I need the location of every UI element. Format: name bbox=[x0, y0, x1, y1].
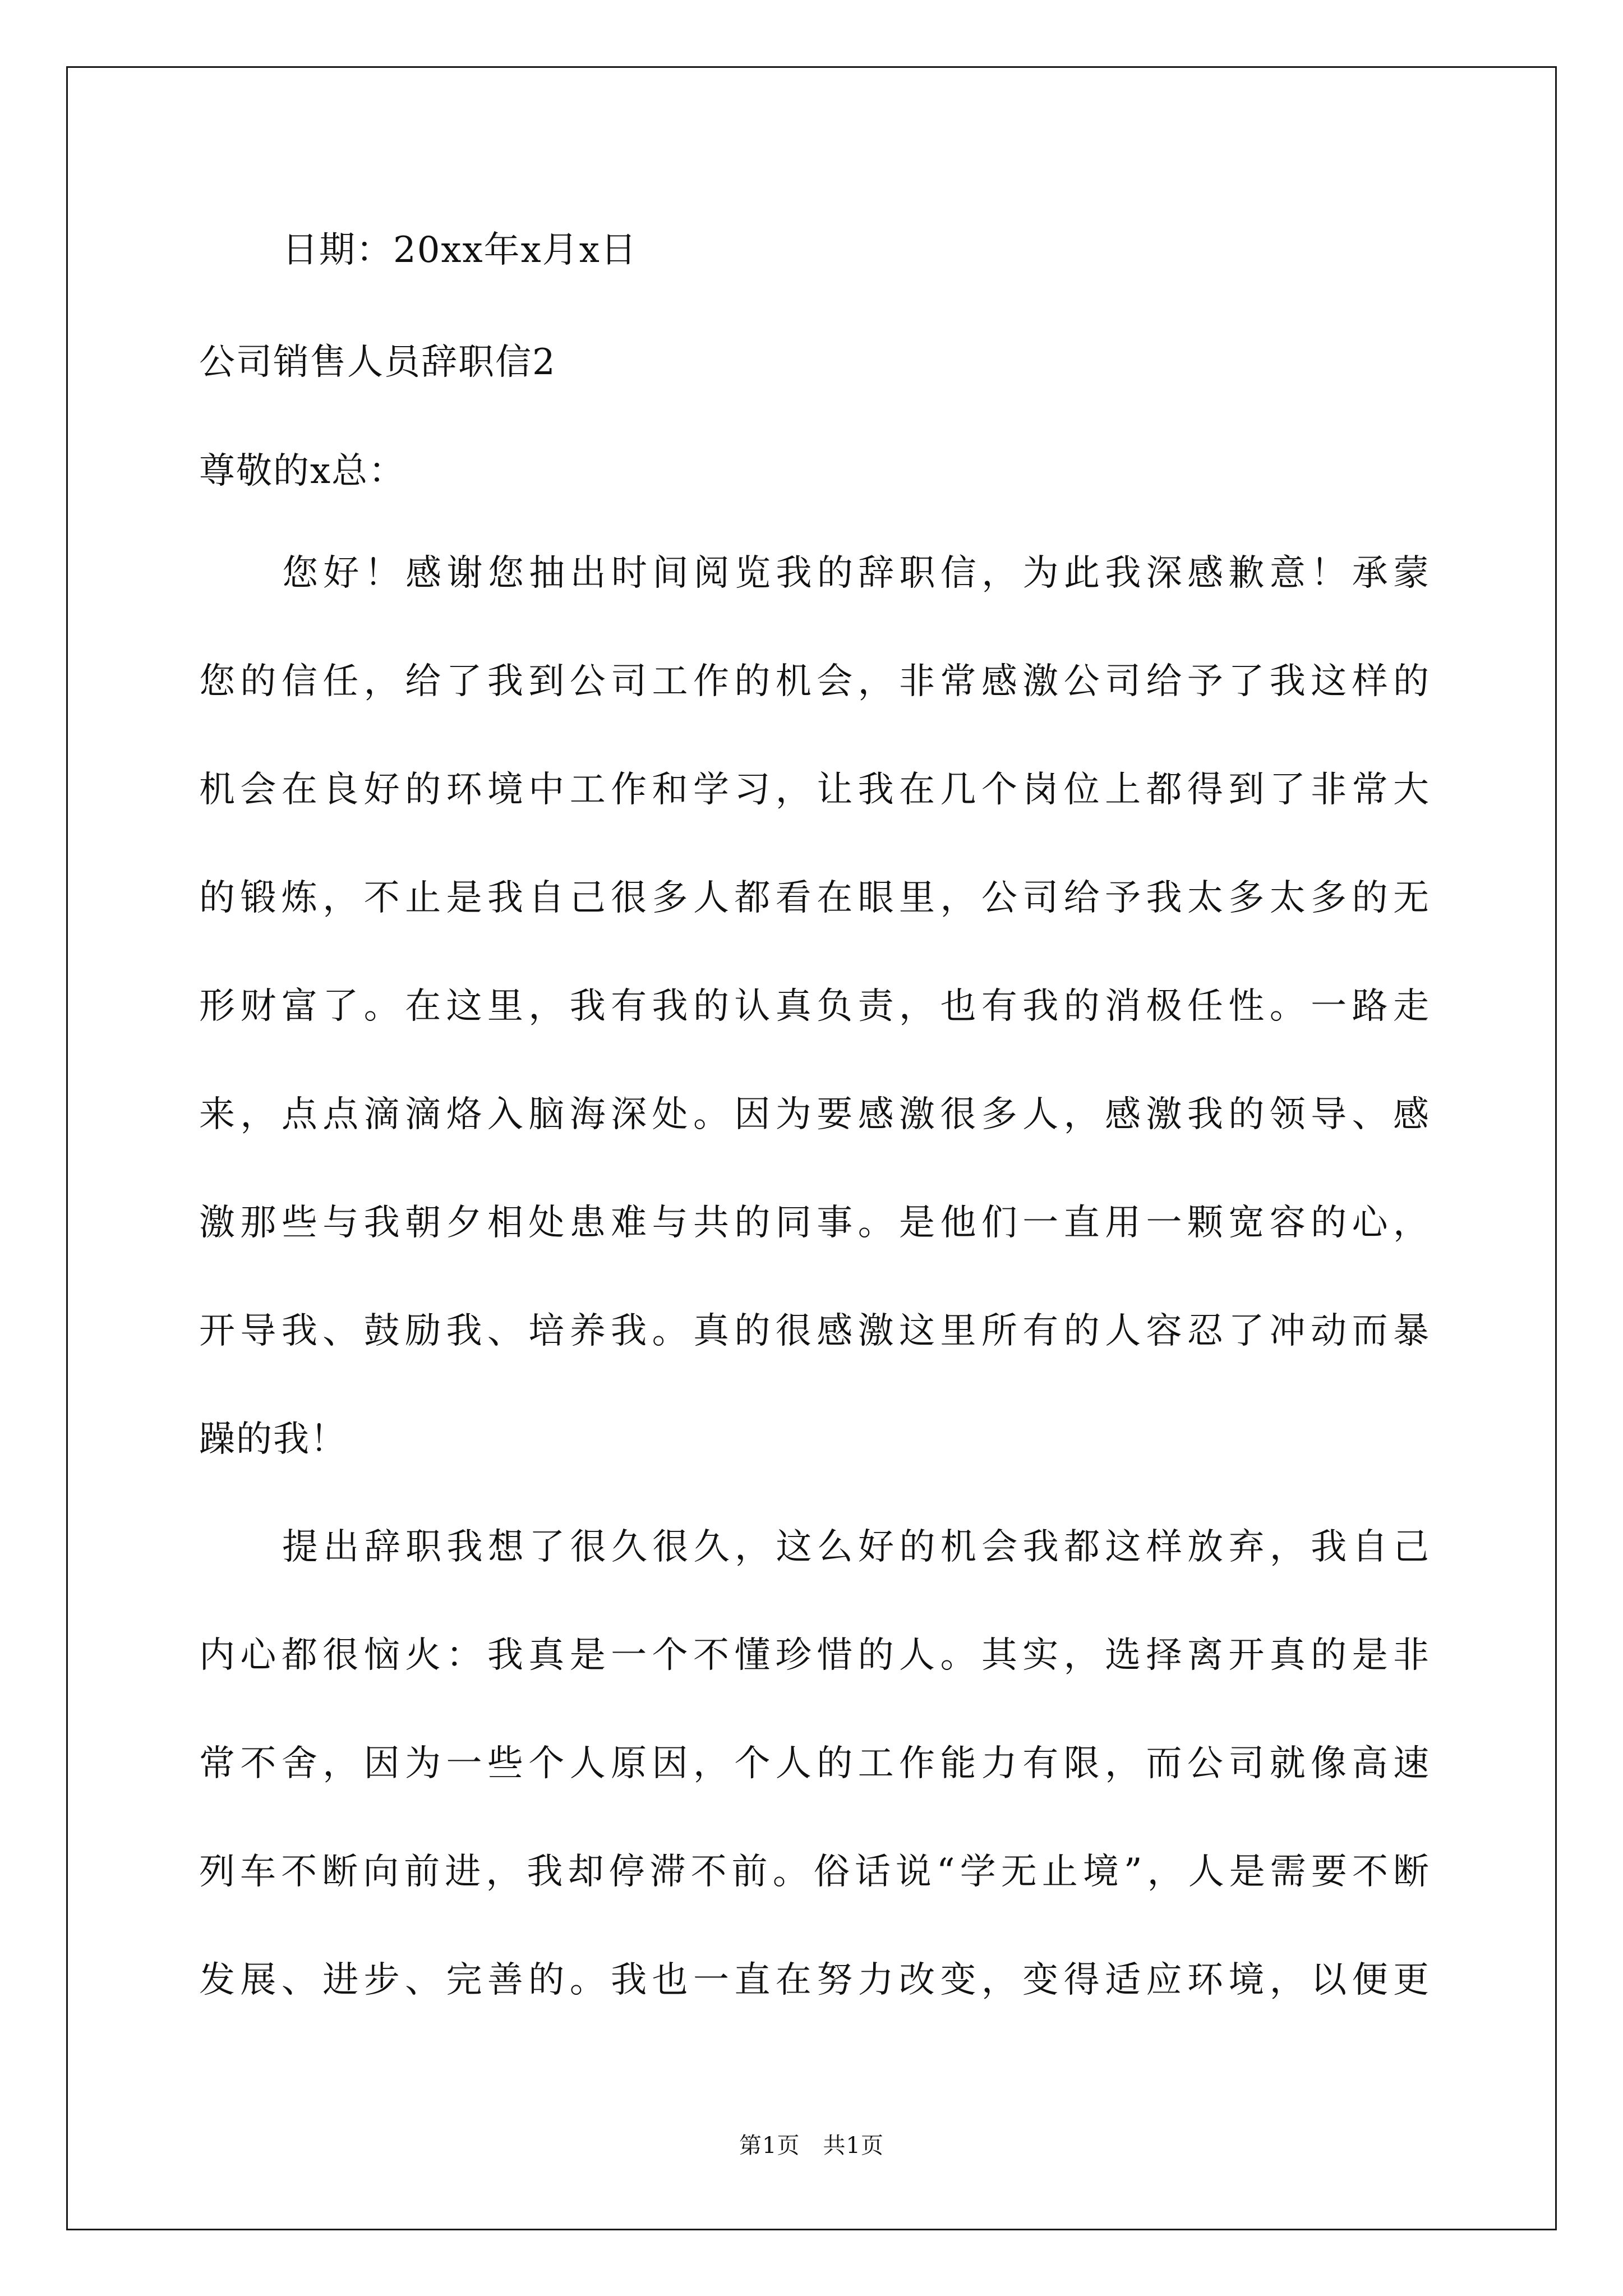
paragraph-line: 来，点点滴滴烙入脑海深处。因为要感激很多人，感激我的领导、感 bbox=[199, 1094, 1430, 1135]
paragraph-line: 躁的我！ bbox=[199, 1419, 347, 1460]
paragraph-line: 您好！感谢您抽出时间阅览我的辞职信，为此我深感歉意！承蒙 bbox=[282, 553, 1430, 594]
paragraph-line: 您的信任，给了我到公司工作的机会，非常感激公司给予了我这样的 bbox=[199, 661, 1430, 702]
paragraph-line: 提出辞职我想了很久很久，这么好的机会我都这样放弃，我自己 bbox=[282, 1526, 1430, 1568]
paragraph-line: 形财富了。在这里，我有我的认真负责，也有我的消极任性。一路走 bbox=[199, 986, 1430, 1027]
paragraph-line: 机会在良好的环境中工作和学习，让我在几个岗位上都得到了非常大 bbox=[199, 769, 1430, 811]
paragraph-line: 内心都很恼火：我真是一个不懂珍惜的人。其实，选择离开真的是非 bbox=[199, 1635, 1430, 1676]
salutation: 尊敬的x总： bbox=[199, 450, 406, 492]
page-number-footer: 第1页 共1页 bbox=[739, 2133, 884, 2159]
paragraph-line: 常不舍，因为一些个人原因，个人的工作能力有限，而公司就像高速 bbox=[199, 1743, 1430, 1784]
paragraph-line: 激那些与我朝夕相处患难与共的同事。是他们一直用一颗宽容的心， bbox=[199, 1202, 1430, 1244]
paragraph-line: 发展、进步、完善的。我也一直在努力改变，变得适应环境，以便更 bbox=[199, 1959, 1430, 2001]
paragraph-line: 开导我、鼓励我、培养我。真的很感激这里所有的人容忍了冲动而暴 bbox=[199, 1310, 1430, 1352]
date-line: 日期：20xx年x月x日 bbox=[282, 229, 638, 271]
paragraph-line: 的锻炼，不止是我自己很多人都看在眼里，公司给予我太多太多的无 bbox=[199, 877, 1430, 919]
page-border bbox=[66, 66, 1557, 2230]
letter-title: 公司销售人员辞职信2 bbox=[199, 342, 556, 383]
paragraph-line: 列车不断向前进，我却停滞不前。俗话说“学无止境”，人是需要不断 bbox=[199, 1851, 1430, 1893]
